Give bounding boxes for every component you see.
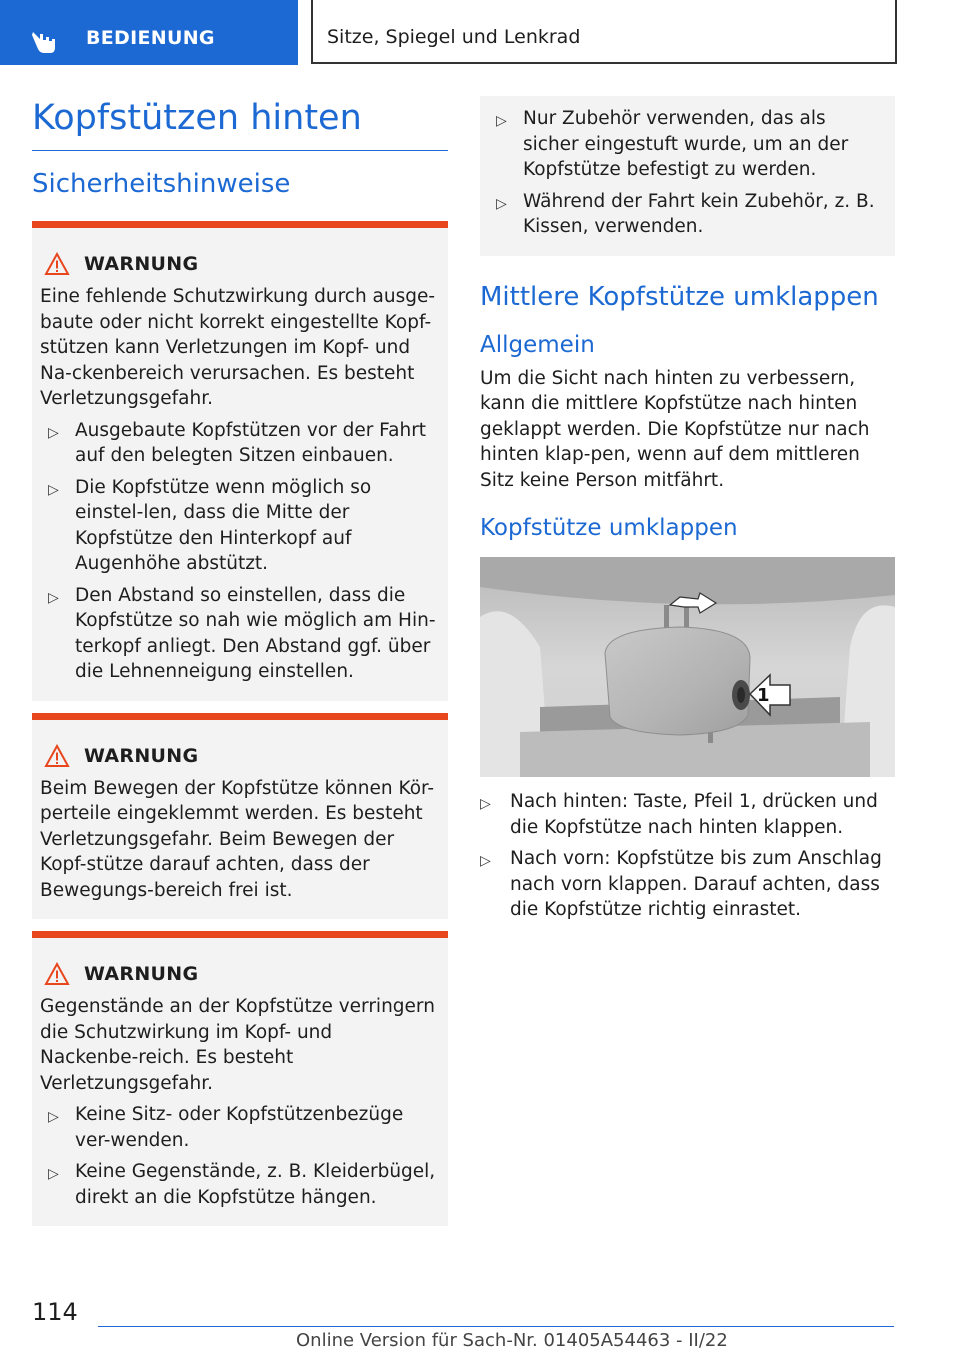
page-number: 114 <box>32 1298 78 1326</box>
list-item: ▷ Nach hinten: Taste, Pfeil 1, drücken und die Kopfstütze nach hinten klappen. <box>480 791 878 838</box>
triangle-right-bullet-icon: ▷ <box>48 424 59 441</box>
triangle-right-bullet-icon: ▷ <box>496 195 507 212</box>
warning-label: WARNUNG <box>84 963 199 985</box>
chapter-header <box>311 0 897 64</box>
list-item: ▷ Den Abstand so einstellen, dass die Kopfstütze so nah wie möglich am Hin-terkopf anliegt. Den Abstand ggf. über die Lehnenneigung einstellen. <box>48 584 436 682</box>
warning-box-3 <box>32 931 448 1226</box>
online-version-note: Online Version für Sach-Nr. 01405A54463 - II/22 <box>296 1330 728 1351</box>
list-item: ▷ Nur Zubehör verwenden, das als sicher eingestuft wurde, um an der Kopfstütze befestigt zu werden. <box>496 108 849 180</box>
footer-divider <box>98 1326 894 1327</box>
section-heading: Mittlere Kopfstütze umklappen <box>480 281 879 312</box>
triangle-right-bullet-icon: ▷ <box>496 113 507 129</box>
list-item: ▷ Ausgebaute Kopfstützen vor der Fahrt auf den belegten Sitzen einbauen. <box>48 419 427 466</box>
triangle-right-bullet-icon: ▷ <box>480 853 491 869</box>
warning-continuation <box>480 96 895 256</box>
warning-text: Eine fehlende Schutzwirkung durch ausge-baute oder nicht korrekt eingestellte Kopf-stützen kann Verletzungen im Kopf- und Na-ckenbereich verursachen. Es besteht Verletzungsgefahr. <box>40 286 436 409</box>
triangle-right-bullet-icon: ▷ <box>48 481 59 498</box>
warning-triangle-icon <box>44 744 70 768</box>
warning-label: WARNUNG <box>84 253 199 275</box>
chapter-label: Sitze, Spiegel und Lenkrad <box>327 26 581 48</box>
warning-text: Gegenstände an der Kopfstütze verringern die Schutzwirkung im Kopf- und Nackenbe-reich. Es besteht Verletzungsgefahr. <box>40 996 435 1094</box>
warning-box-1 <box>32 221 448 701</box>
list-item: ▷ Keine Gegenstände, z. B. Kleiderbügel, direkt an die Kopfstütze hängen. <box>48 1161 436 1208</box>
triangle-right-bullet-icon: ▷ <box>48 1109 59 1125</box>
general-text: Um die Sicht nach hinten zu verbessern, kann die mittlere Kopfstütze nach hinten geklappt werden. Die Kopfstütze nur nach hinten klap-pen, wenn auf dem mittleren Sitz keine Person mitfährt. <box>480 367 870 491</box>
warning-text: Beim Bewegen der Kopfstütze können Kör-perteile eingeklemmt werden. Es besteht Verletzungsgefahr. Beim Bewegen der Kopf-stütze darauf achten, dass der Bewegungs-bereich frei ist. <box>40 777 435 901</box>
warning-box-2 <box>32 713 448 920</box>
list-item: ▷ Nach vorn: Kopfstütze bis zum Anschlag nach vorn klappen. Darauf achten, dass die Kopfstütze richtig einrastet. <box>480 848 882 920</box>
triangle-right-bullet-icon: ▷ <box>48 1166 59 1182</box>
page-title: Kopfstützen hinten <box>32 96 448 151</box>
left-column <box>32 96 448 1226</box>
fold-heading: Kopfstütze umklappen <box>480 515 738 541</box>
general-heading: Allgemein <box>480 331 595 358</box>
section-label: BEDIENUNG <box>86 27 215 49</box>
triangle-right-bullet-icon: ▷ <box>480 796 491 812</box>
warning-triangle-icon <box>44 962 70 986</box>
pointing-hand-icon <box>30 26 60 56</box>
callout-number: 1 <box>757 685 770 706</box>
list-item: ▷ Die Kopfstütze wenn möglich so einstel-len, dass die Mitte der Kopfstütze den Hinterkopf auf Augenhöhe abstützt. <box>48 476 372 574</box>
list-item: ▷ Während der Fahrt kein Zubehör, z. B. Kissen, verwenden. <box>496 190 875 237</box>
triangle-right-bullet-icon: ▷ <box>48 589 59 606</box>
list-item: ▷ Keine Sitz- oder Kopfstützenbezüge ver-wenden. <box>48 1104 404 1151</box>
section-tab <box>0 0 298 65</box>
headrest-illustration <box>480 557 895 777</box>
safety-heading: Sicherheitshinweise <box>32 169 291 199</box>
warning-label: WARNUNG <box>84 744 199 767</box>
right-column <box>480 96 895 923</box>
warning-triangle-icon <box>44 252 70 276</box>
